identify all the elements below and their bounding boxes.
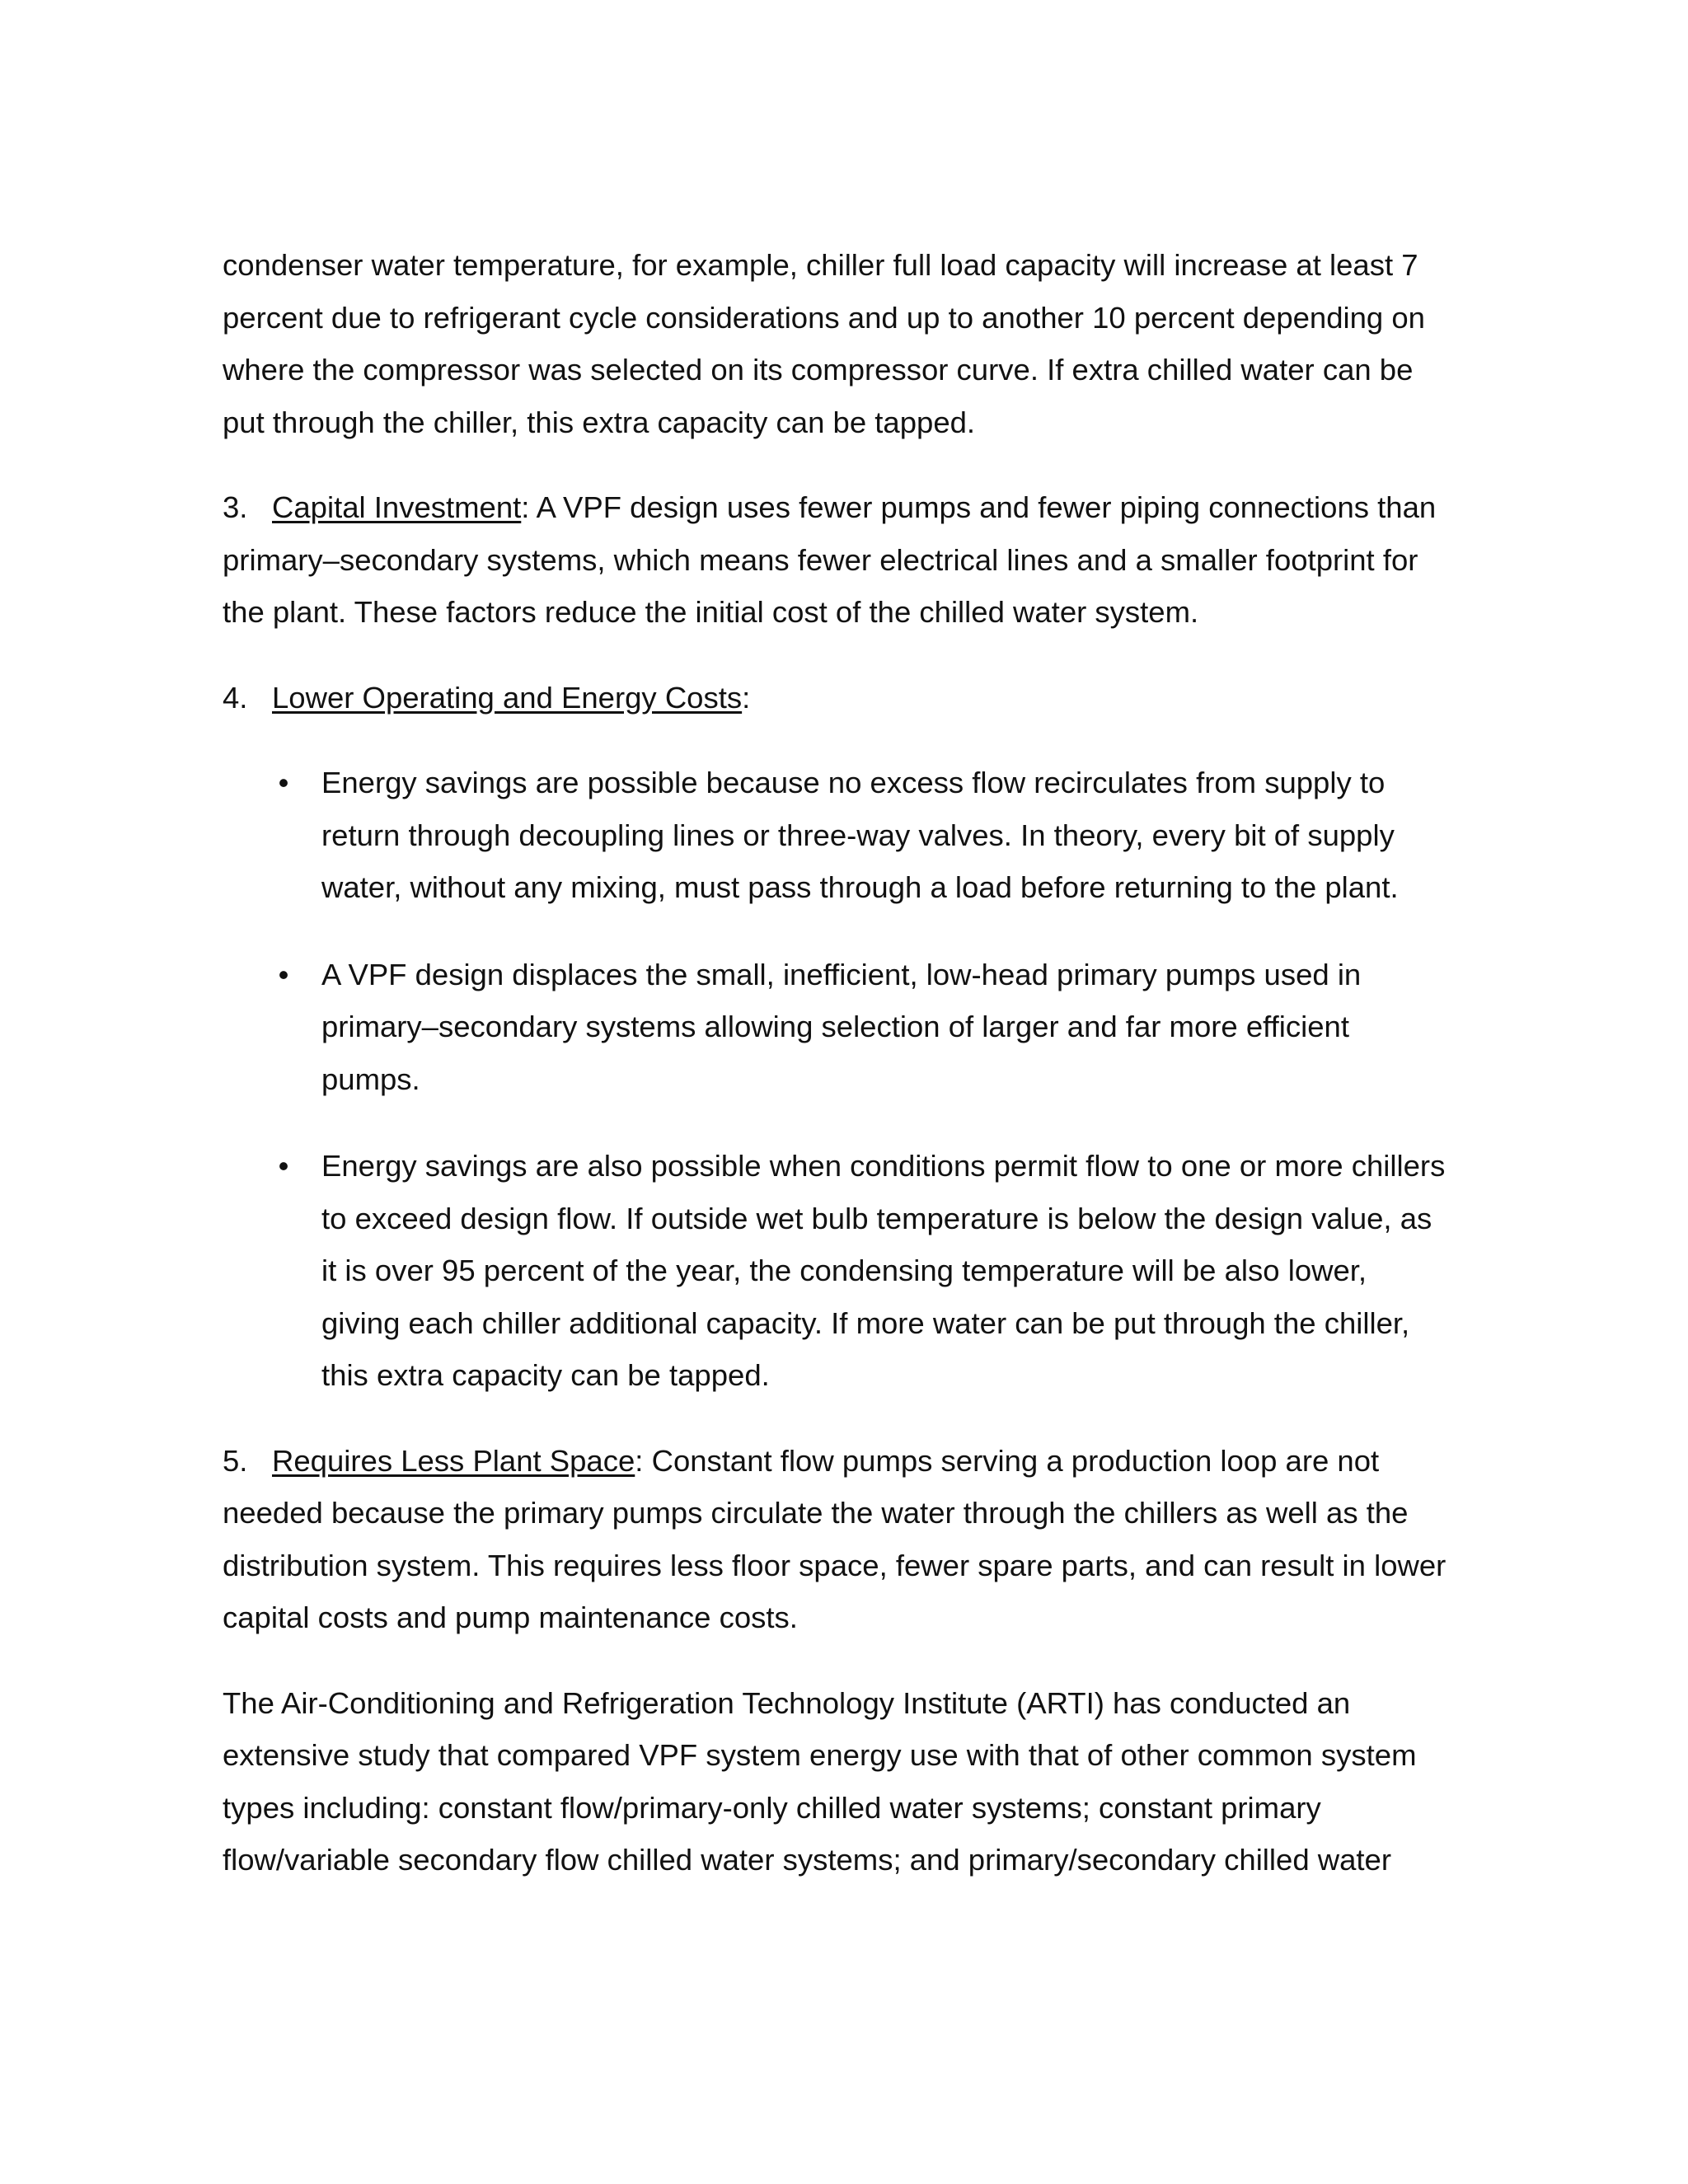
item-lower-operating-costs xyxy=(223,672,1451,724)
list-item xyxy=(223,1140,1451,1402)
bullet-text: Energy savings are also possible when conditions permit flow to one or more chillers to exceed design flow. If outside wet bulb temperature is below the design value, as it is over 95 percent of the year, the condensing temperature will be also lower, giving each chiller additional capacity. If more water can be put through the chiller, this extra capacity can be tapped. xyxy=(321,1149,1446,1392)
item-separator: : xyxy=(742,680,751,715)
item-heading: Lower Operating and Energy Costs xyxy=(272,680,743,715)
list-item xyxy=(223,757,1451,914)
list-item xyxy=(223,949,1451,1106)
item-text: A VPF design uses fewer pumps and fewer piping connections than primary–secondary systems, which means fewer electrical lines and a smaller footprint for the plant. These factors reduce the initial cost of the chilled water system. xyxy=(223,490,1437,629)
item-separator: : xyxy=(635,1443,644,1478)
item-heading: Capital Investment xyxy=(272,490,522,524)
bullet-text: A VPF design displaces the small, inefficient, low-head primary pumps used in primary–secondary systems allowing selection of larger and far more efficient pumps. xyxy=(321,957,1362,1096)
item-text: Constant flow pumps serving a production loop are not needed because the primary pumps circulate the water through the chillers as well as the distribution system. This requires less floor space, fewer spare parts, and can result in lower capital costs and pump maintenance costs. xyxy=(223,1443,1447,1634)
item-less-plant-space xyxy=(223,1435,1451,1644)
item-number: 5. xyxy=(223,1443,248,1478)
item-separator: : xyxy=(521,490,530,524)
item-number: 3. xyxy=(223,490,248,524)
energy-costs-bullet-list xyxy=(223,757,1451,1402)
bullet-icon: • xyxy=(278,957,289,991)
item-heading: Requires Less Plant Space xyxy=(272,1443,635,1478)
intro-paragraph: condenser water temperature, for example, chiller full load capacity will increase at least 7 percent due to refrigerant cycle considerations and up to another 10 percent depending on where the compressor was selected on its compressor curve. If extra chilled water can be put through the chiller, this extra capacity can be tapped. xyxy=(223,248,1425,439)
item-number: 4. xyxy=(223,680,248,715)
bullet-icon: • xyxy=(278,766,289,799)
document-page xyxy=(223,239,1451,1886)
closing-paragraph: The Air-Conditioning and Refrigeration Technology Institute (ARTI) has conducted an extensive study that compared VPF system energy use with that of other common system types including: constant flow/primary-only chilled water systems; constant primary flow/variable secondary flow chilled water systems; and primary/secondary chilled water xyxy=(223,1685,1417,1877)
item-capital-investment xyxy=(223,481,1451,639)
bullet-icon: • xyxy=(278,1149,289,1183)
bullet-text: Energy savings are possible because no excess flow recirculates from supply to return through decoupling lines or three-way valves. In theory, every bit of supply water, without any mixing, must pass through a load before returning to the plant. xyxy=(321,766,1399,904)
